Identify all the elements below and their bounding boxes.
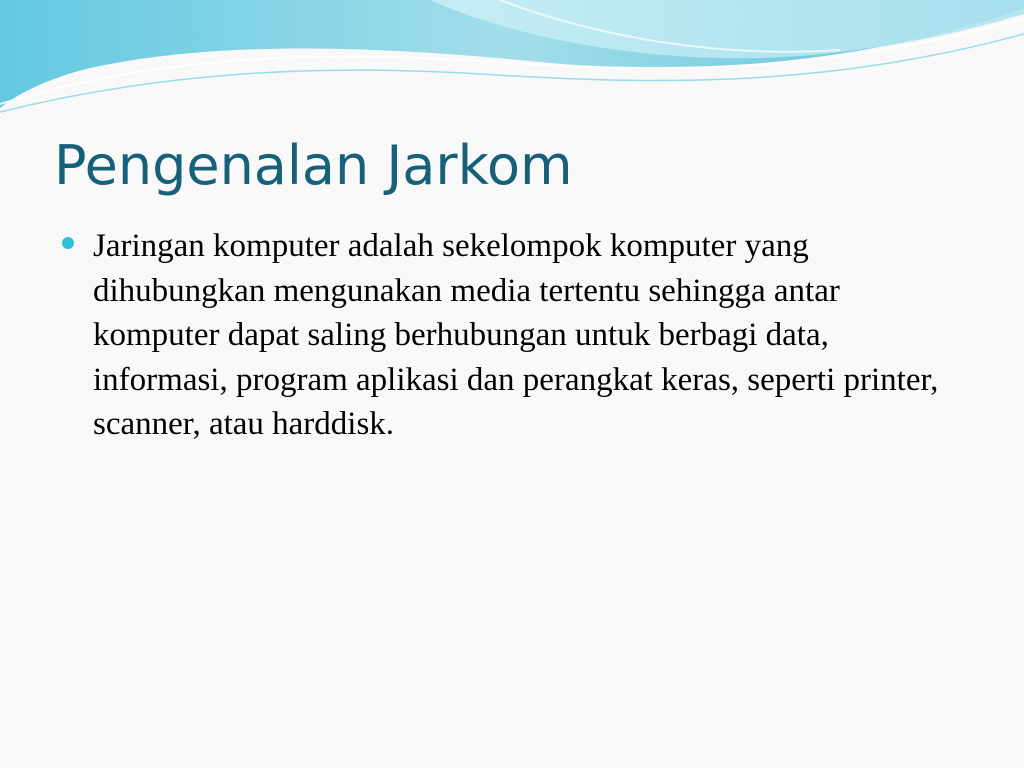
bullet-item: [62, 224, 962, 447]
slide-title: Pengenalan Jarkom: [54, 134, 573, 197]
bullet-text: Jaringan komputer adalah sekelompok komputer yang dihubungkan mengunakan media tertentu sehingga antar komputer dapat saling berhubungan untuk berbagi data, informasi, program aplikasi dan perangkat keras, seperti printer, scanner, atau harddisk.: [93, 228, 939, 443]
header-wave-decoration: [0, 0, 1024, 120]
slide-content: [62, 224, 962, 447]
bullet-dot-icon: [62, 237, 74, 249]
